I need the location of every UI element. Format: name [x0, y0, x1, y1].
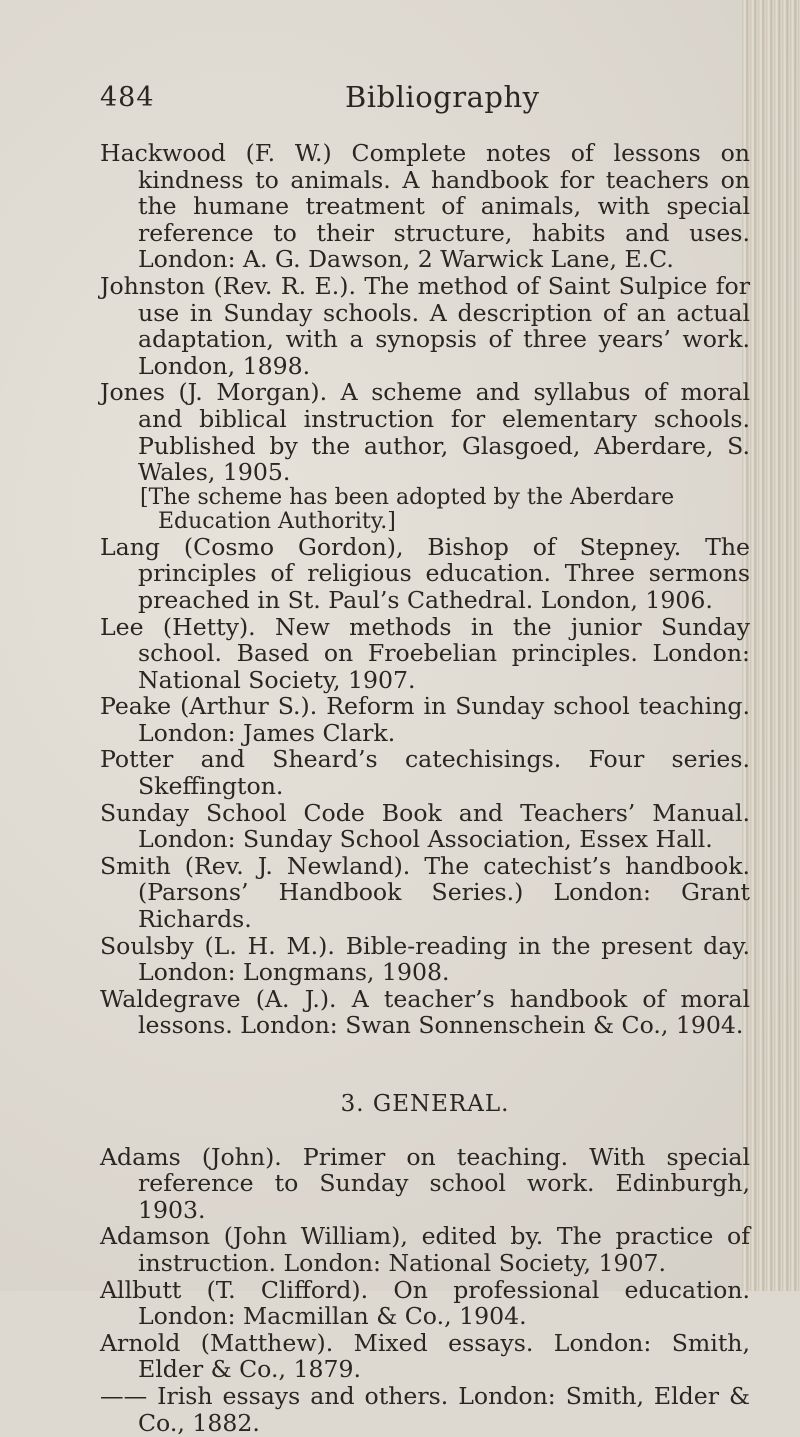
page-number: 484: [100, 82, 155, 113]
bib-entry: Smith (Rev. J. Newland). The catechist’s handbook. (Parsons’ Handbook Series.) London: Grant Richards.: [100, 851, 750, 934]
bib-entry: Allbutt (T. Clifford). On professional education. London: Macmillan & Co., 1904.: [100, 1275, 750, 1331]
bib-entry: Potter and Sheard’s catechisings. Four series. Skeffington.: [100, 745, 750, 801]
bib-entry: Adamson (John William), edited by. The practice of instruction. London: National Society, 1907.: [100, 1222, 750, 1277]
bib-note: [The scheme has been adopted by the Aberdare Education Authority.]: [140, 484, 675, 534]
bibliography-body: [100, 140, 750, 1436]
bib-entry: Soulsby (L. H. M.). Bible-reading in the present day. London: Longmans, 1908.: [100, 931, 750, 987]
bib-entry: Arnold (Matthew). Mixed essays. London: Smith, Elder & Co., 1879.: [100, 1328, 750, 1384]
bib-entry: Hackwood (F. W.) Complete notes of lessons on kindness to animals. A handbook for teachers on the humane treatment of animals, with special reference to their structure, habits and uses. London: A. G. Dawson, 2 Warwick Lane, E.C.: [100, 139, 750, 274]
bib-entry: Waldegrave (A. J.). A teacher’s handbook of moral lessons. London: Swan Sonnenschein & Co., 1904.: [100, 984, 750, 1040]
bib-entry: Adams (John). Primer on teaching. With special reference to Sunday school work. Edinburgh, 1903.: [100, 1142, 750, 1224]
section-heading: 3. GENERAL.: [340, 1091, 510, 1117]
bib-entry: Jones (J. Morgan). A scheme and syllabus of moral and biblical instruction for elementary schools. Published by the author, Glasgoed, Aberdare, S. Wales, 1905.: [100, 378, 750, 487]
bib-entry: Peake (Arthur S.). Reform in Sunday school teaching. London: James Clark.: [100, 692, 750, 747]
bib-entry: Lang (Cosmo Gordon), Bishop of Stepney. The principles of religious education. Three sermons preached in St. Paul’s Cathedral. London, 1906.: [100, 532, 750, 614]
running-title: Bibliography: [345, 80, 540, 114]
bib-entry: Sunday School Code Book and Teachers’ Manual. London: Sunday School Association, Essex Hall.: [100, 798, 750, 854]
page-header: [100, 82, 740, 122]
bib-entry: Johnston (Rev. R. E.). The method of Saint Sulpice for use in Sunday schools. A description of an actual adaptation, with a synopsis of three years’ work. London, 1898.: [100, 271, 750, 380]
bib-entry: —— Irish essays and others. London: Smith, Elder & Co., 1882.: [100, 1381, 750, 1437]
bib-entry: Lee (Hetty). New methods in the junior Sunday school. Based on Froebelian principles. London: National Society, 1907.: [100, 612, 750, 694]
page-edge: [742, 0, 800, 1291]
